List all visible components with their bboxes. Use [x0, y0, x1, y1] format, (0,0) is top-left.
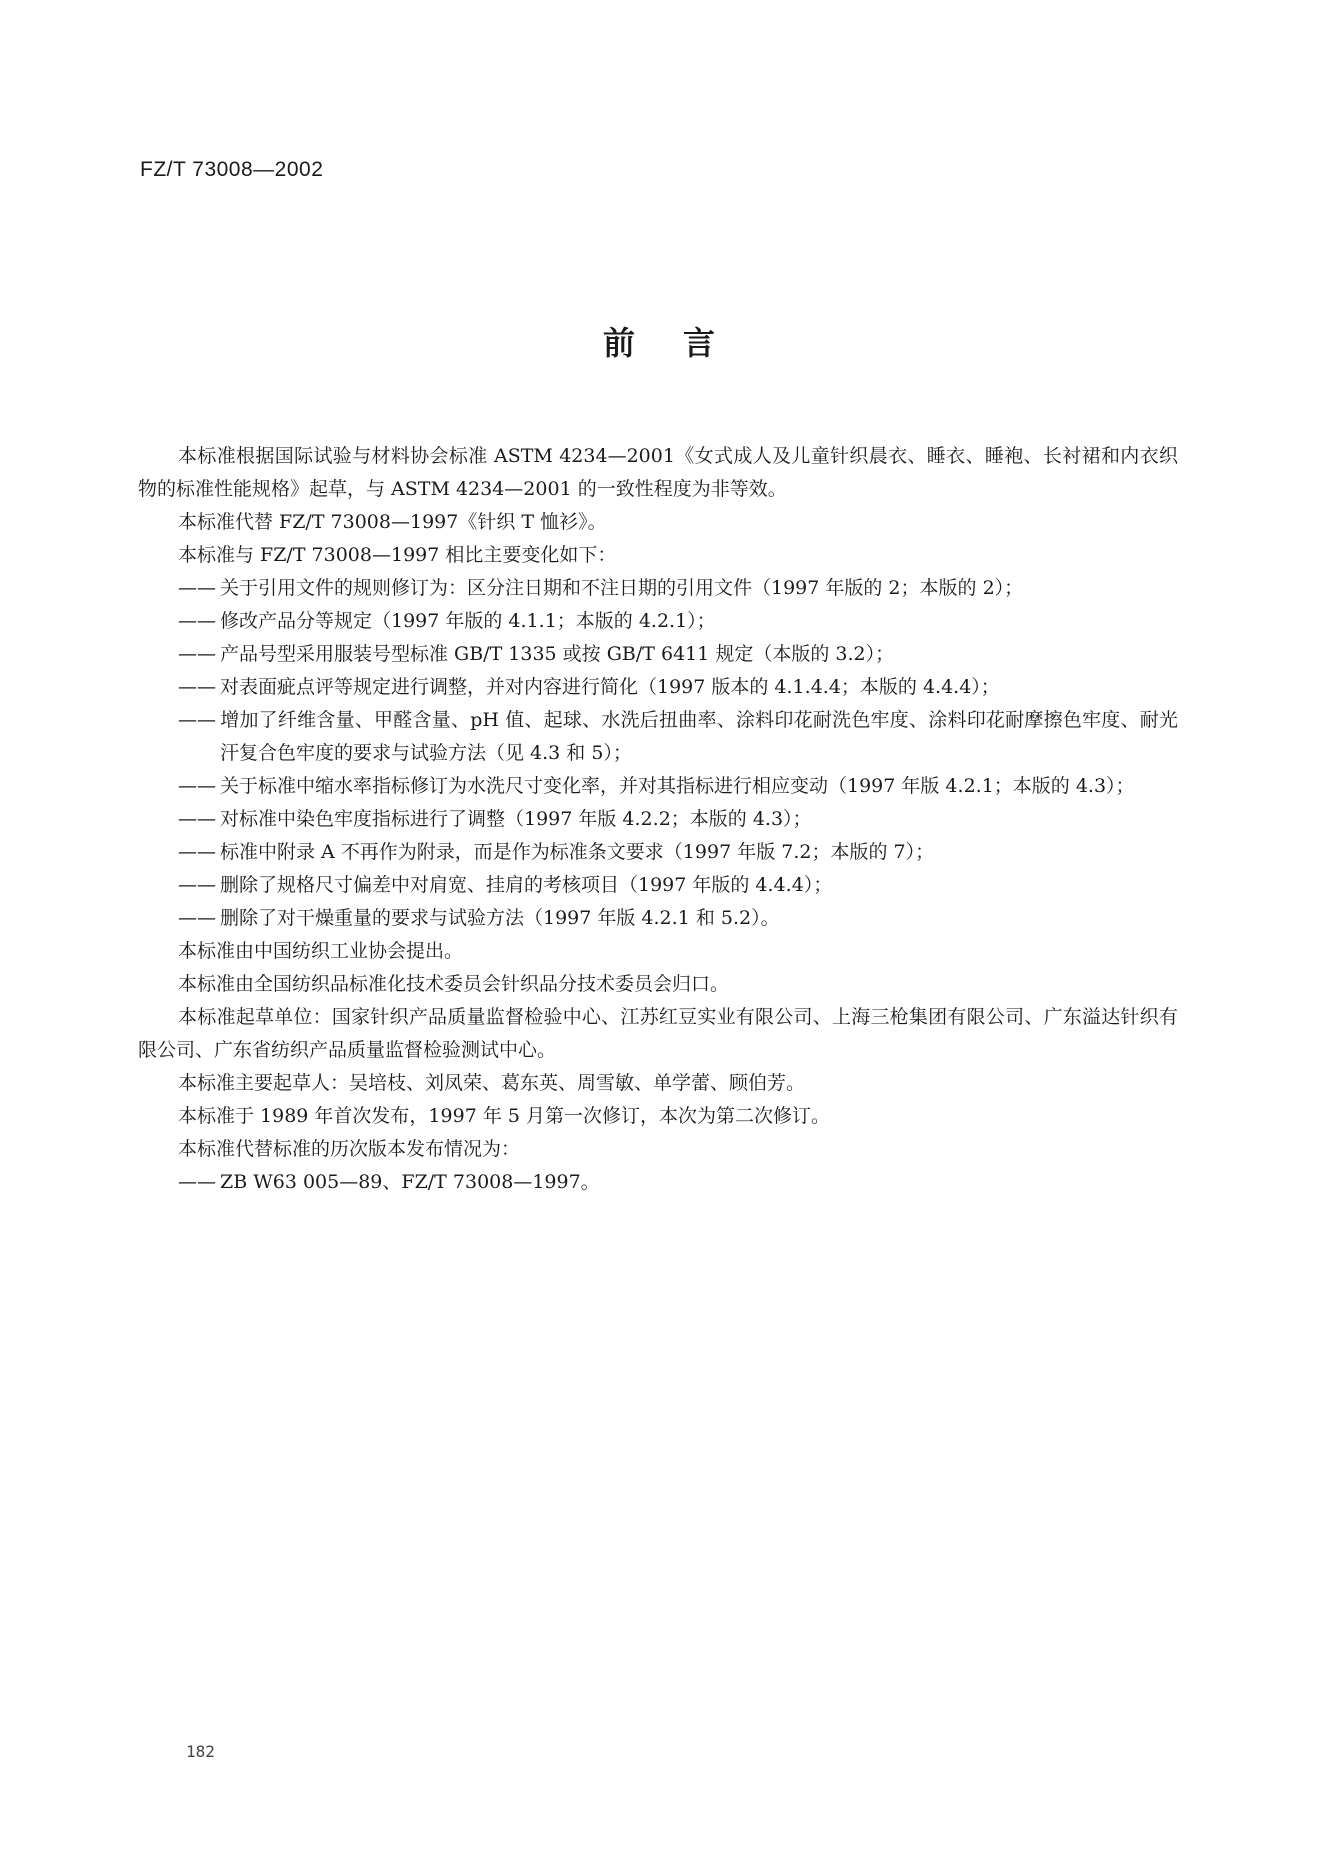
list-item — [138, 836, 1178, 869]
standard-code: FZ/T 73008—2002 — [140, 158, 324, 181]
list-item — [138, 638, 1178, 671]
list-item-text: 修改产品分等规定（1997 年版的 4.1.1；本版的 4.2.1）； — [220, 610, 716, 632]
page-number: 182 — [186, 1742, 215, 1761]
paragraph: 本标准起草单位：国家针织产品质量监督检验中心、江苏红豆实业有限公司、上海三枪集团有限公司、广东溢达针织有限公司、广东省纺织产品质量监督检验测试中心。 — [138, 1006, 1178, 1061]
list-item — [138, 770, 1178, 803]
list-item — [138, 869, 1178, 902]
list-item — [138, 1166, 1178, 1199]
list-item-text: 对标准中染色牢度指标进行了调整（1997 年版 4.2.2；本版的 4.3）； — [220, 808, 812, 830]
paragraph: 本标准与 FZ/T 73008—1997 相比主要变化如下： — [178, 544, 617, 566]
dash-marker: —— — [178, 610, 216, 632]
dash-marker: —— — [178, 841, 216, 863]
foreword-body — [138, 440, 1178, 1199]
list-item-text: 关于标准中缩水率指标修订为水洗尺寸变化率，并对其指标进行相应变动（1997 年版 4.2.1；本版的 4.3）； — [220, 775, 1135, 797]
list-item — [138, 704, 1178, 770]
list-item-text: ZB W63 005—89、FZ/T 73008—1997。 — [220, 1171, 600, 1193]
dash-marker: —— — [178, 577, 216, 599]
dash-marker: —— — [178, 808, 216, 830]
list-item — [138, 803, 1178, 836]
list-item-text: 删除了对干燥重量的要求与试验方法（1997 年版 4.2.1 和 5.2）。 — [220, 907, 780, 929]
dash-marker: —— — [178, 775, 216, 797]
paragraph: 本标准于 1989 年首次发布，1997 年 5 月第一次修订，本次为第二次修订。 — [178, 1105, 830, 1127]
page-title: 前言 — [602, 324, 763, 362]
list-item-text: 对表面疵点评等规定进行调整，并对内容进行简化（1997 版本的 4.1.4.4；本版的 4.4.4）； — [220, 676, 1000, 698]
dash-marker: —— — [178, 874, 216, 896]
list-item — [138, 605, 1178, 638]
list-item-text: 标准中附录 A 不再作为附录，而是作为标准条文要求（1997 年版 7.2；本版的 7）； — [220, 841, 935, 863]
list-item — [138, 671, 1178, 704]
paragraph: 本标准代替标准的历次版本发布情况为： — [178, 1138, 521, 1160]
list-item-text: 删除了规格尺寸偏差中对肩宽、挂肩的考核项目（1997 年版的 4.4.4）； — [220, 874, 833, 896]
paragraph: 本标准由中国纺织工业协会提出。 — [178, 940, 464, 962]
dash-marker: —— — [178, 907, 216, 929]
list-item-text: 关于引用文件的规则修订为：区分注日期和不注日期的引用文件（1997 年版的 2；本版的 2）； — [220, 577, 1024, 599]
list-item-text: 产品号型采用服装号型标准 GB/T 1335 或按 GB/T 6411 规定（本版的 3.2）； — [220, 643, 895, 665]
paragraph: 本标准主要起草人：吴培枝、刘凤荣、葛东英、周雪敏、单学蕾、顾伯芳。 — [178, 1072, 806, 1094]
dash-marker: —— — [178, 709, 216, 731]
list-item — [138, 902, 1178, 935]
list-item-text: 增加了纤维含量、甲醛含量、pH 值、起球、水洗后扭曲率、涂料印花耐洗色牢度、涂料印花耐摩擦色牢度、耐光汗复合色牢度的要求与试验方法（见 4.3 和 5）； — [220, 709, 1178, 764]
list-item — [138, 572, 1178, 605]
dash-marker: —— — [178, 1171, 216, 1193]
dash-marker: —— — [178, 676, 216, 698]
paragraph: 本标准由全国纺织品标准化技术委员会针织品分技术委员会归口。 — [178, 973, 730, 995]
dash-marker: —— — [178, 643, 216, 665]
paragraph: 本标准代替 FZ/T 73008—1997《针织 T 恤衫》。 — [178, 511, 607, 533]
paragraph: 本标准根据国际试验与材料协会标准 ASTM 4234—2001《女式成人及儿童针织晨衣、睡衣、睡袍、长衬裙和内衣织物的标准性能规格》起草，与 ASTM 4234—2001 的一致性程度为非等效。 — [138, 445, 1178, 500]
